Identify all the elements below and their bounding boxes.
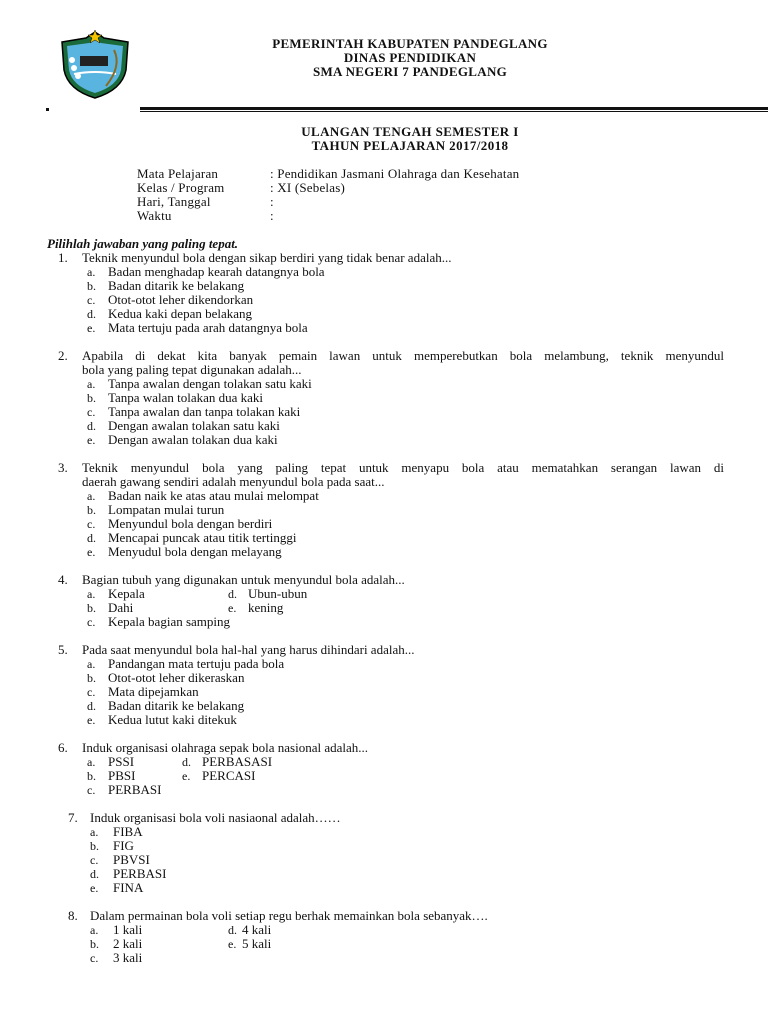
option-letter: e. <box>182 769 191 783</box>
option-text: Ubun-ubun <box>248 586 308 601</box>
question-number: 5. <box>58 642 68 657</box>
option-text: 1 kali <box>113 922 143 937</box>
letterhead-rule-thin <box>140 111 768 112</box>
info-value: : Pendidikan Jasmani Olahraga dan Kesehatan <box>270 166 520 181</box>
info-label: Kelas / Program <box>137 180 225 195</box>
instruction: Pilihlah jawaban yang paling tepat. <box>47 236 239 251</box>
option-letter: b. <box>87 503 96 517</box>
option-text: FIG <box>113 838 134 853</box>
option-letter: d. <box>87 531 96 545</box>
dot-mark <box>46 108 49 111</box>
option-text: Badan ditarik ke belakang <box>108 698 245 713</box>
question-text: Apabila di dekat kita banyak pemain lawan untuk memperebutkan bola melambung, teknik menyundul <box>82 348 724 363</box>
info-label: Mata Pelajaran <box>137 166 219 181</box>
letterhead-school: SMA NEGERI 7 PANDEGLANG <box>312 64 508 79</box>
option-letter: a. <box>90 825 99 839</box>
option-text: Menyundul bola dengan berdiri <box>108 516 273 531</box>
info-label: Hari, Tanggal <box>137 194 211 209</box>
option-text: Kepala bagian samping <box>108 614 231 629</box>
option-letter: a. <box>87 755 96 769</box>
option-letter: c. <box>90 853 99 867</box>
question-number: 6. <box>58 740 68 755</box>
option-text: PSSI <box>108 754 135 769</box>
option-text: Dengan awalan tolakan dua kaki <box>108 432 278 447</box>
option-text: PBSI <box>108 768 136 783</box>
question-text: Teknik menyundul bola yang paling tepat untuk menyapu bola atau mematahkan serangan lawan di <box>82 460 724 475</box>
option-letter: a. <box>87 587 96 601</box>
option-text: Kedua kaki depan belakang <box>108 306 253 321</box>
option-letter: c. <box>87 615 96 629</box>
option-letter: a. <box>87 489 96 503</box>
option-letter: c. <box>87 783 96 797</box>
question-number: 4. <box>58 572 68 587</box>
option-letter: b. <box>87 769 96 783</box>
option-letter: a. <box>90 923 99 937</box>
question-text: daerah gawang sendiri adalah menyundul bola pada saat... <box>82 474 385 489</box>
option-letter: b. <box>90 937 99 951</box>
option-letter: d. <box>87 699 96 713</box>
letterhead-government: PEMERINTAH KABUPATEN PANDEGLANG <box>272 36 548 51</box>
option-letter: d. <box>228 923 237 937</box>
option-letter: b. <box>87 671 96 685</box>
option-letter: d. <box>182 755 191 769</box>
option-letter: e. <box>228 937 237 951</box>
question-number: 3. <box>58 460 68 475</box>
option-text: PERBASI <box>108 782 162 797</box>
question-number: 8. <box>68 908 78 923</box>
option-text: Mencapai puncak atau titik tertinggi <box>108 530 297 545</box>
option-letter: e. <box>87 433 96 447</box>
option-letter: b. <box>87 391 96 405</box>
question-number: 7. <box>68 810 78 825</box>
option-text: Badan menghadap kearah datangnya bola <box>108 264 325 279</box>
option-text: 5 kali <box>242 936 272 951</box>
option-text: PBVSI <box>113 852 150 867</box>
option-text: Menyudul bola dengan melayang <box>108 544 282 559</box>
question-text: Bagian tubuh yang digunakan untuk menyundul bola adalah... <box>82 572 405 587</box>
option-text: Dahi <box>108 600 134 615</box>
option-text: Lompatan mulai turun <box>108 502 225 517</box>
option-text: PERBASI <box>113 866 167 881</box>
option-text: 3 kali <box>113 950 143 965</box>
question-text: Dalam permainan bola voli setiap regu berhak memainkan bola sebanyak…. <box>90 908 488 923</box>
question-text: Induk organisasi olahraga sepak bola nasional adalah... <box>82 740 369 755</box>
option-text: Pandangan mata tertuju pada bola <box>108 656 285 671</box>
option-text: Badan naik ke atas atau mulai melompat <box>108 488 319 503</box>
option-letter: e. <box>228 601 237 615</box>
exam-title: ULANGAN TENGAH SEMESTER I <box>301 124 519 139</box>
option-text: PERBASASI <box>202 754 273 769</box>
question-text: Pada saat menyundul bola hal-hal yang harus dihindari adalah... <box>82 642 415 657</box>
option-letter: e. <box>87 713 96 727</box>
info-value: : <box>270 208 274 223</box>
option-text: Otot-otot leher dikendorkan <box>108 292 254 307</box>
option-letter: d. <box>228 587 237 601</box>
question-text: bola yang paling tepat digunakan adalah... <box>82 362 302 377</box>
option-letter: c. <box>87 685 96 699</box>
option-text: 2 kali <box>113 936 143 951</box>
option-letter: e. <box>87 321 96 335</box>
option-letter: c. <box>87 293 96 307</box>
option-letter: d. <box>90 867 99 881</box>
option-letter: e. <box>90 881 99 895</box>
option-text: Kepala <box>108 586 145 601</box>
option-letter: b. <box>87 279 96 293</box>
option-letter: c. <box>87 405 96 419</box>
option-letter: d. <box>87 307 96 321</box>
option-text: Kedua lutut kaki ditekuk <box>108 712 237 727</box>
info-value: : <box>270 194 274 209</box>
option-text: PERCASI <box>202 768 256 783</box>
option-text: Otot-otot leher dikeraskan <box>108 670 245 685</box>
option-text: Mata tertuju pada arah datangnya bola <box>108 320 308 335</box>
question-number: 1. <box>58 250 68 265</box>
option-letter: c. <box>90 951 99 965</box>
letterhead-department: DINAS PENDIDIKAN <box>343 50 477 65</box>
question-text: Induk organisasi bola voli nasiaonal adalah…… <box>90 810 341 825</box>
option-letter: c. <box>87 517 96 531</box>
option-letter: b. <box>90 839 99 853</box>
question-number: 2. <box>58 348 68 363</box>
option-text: Tanpa awalan dengan tolakan satu kaki <box>108 376 312 391</box>
option-letter: a. <box>87 265 96 279</box>
option-text: 4 kali <box>242 922 272 937</box>
info-value: : XI (Sebelas) <box>270 180 345 195</box>
option-letter: a. <box>87 377 96 391</box>
school-logo <box>56 30 134 105</box>
info-label: Waktu <box>137 208 172 223</box>
option-text: Tanpa walan tolakan dua kaki <box>108 390 264 405</box>
option-letter: e. <box>87 545 96 559</box>
option-letter: d. <box>87 419 96 433</box>
option-letter: b. <box>87 601 96 615</box>
option-text: Tanpa awalan dan tanpa tolakan kaki <box>108 404 301 419</box>
letterhead-rule <box>140 107 768 110</box>
question-text: Teknik menyundul bola dengan sikap berdiri yang tidak benar adalah... <box>82 250 452 265</box>
option-text: Mata dipejamkan <box>108 684 199 699</box>
option-text: FIBA <box>113 824 143 839</box>
option-text: FINA <box>113 880 144 895</box>
option-letter: a. <box>87 657 96 671</box>
option-text: Dengan awalan tolakan satu kaki <box>108 418 280 433</box>
exam-year: TAHUN PELAJARAN 2017/2018 <box>311 138 509 153</box>
option-text: kening <box>248 600 284 615</box>
option-text: Badan ditarik ke belakang <box>108 278 245 293</box>
